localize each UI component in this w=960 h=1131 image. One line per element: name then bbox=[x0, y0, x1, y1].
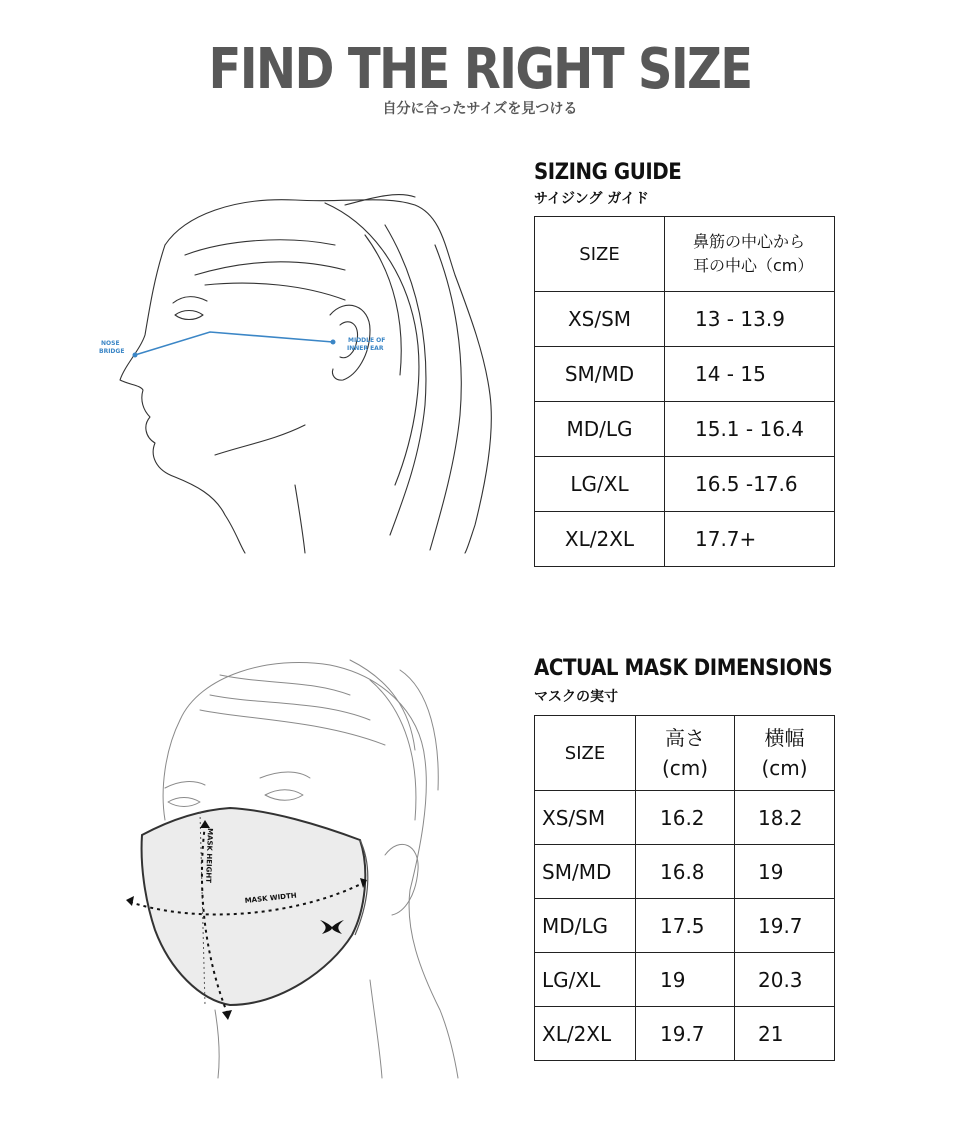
mask-shape bbox=[142, 808, 366, 1005]
ear-label: MIDDLE OF bbox=[348, 337, 386, 344]
page-subtitle: 自分に合ったサイズを見つける bbox=[382, 101, 578, 117]
mask-dimensions-table bbox=[534, 715, 835, 1061]
height-cell: 19.7 bbox=[636, 1007, 735, 1061]
table-row bbox=[535, 899, 835, 953]
size-cell: MD/LG bbox=[535, 402, 665, 457]
head-profile-illustration bbox=[95, 185, 515, 555]
width-cell: 21 bbox=[735, 1007, 835, 1061]
mask-dimensions-title: ACTUAL MASK DIMENSIONS bbox=[534, 656, 833, 681]
height-cell: 17.5 bbox=[636, 899, 735, 953]
cm-cell: 14 - 15 bbox=[665, 347, 835, 402]
table-row bbox=[535, 457, 835, 512]
size-cell: XS/SM bbox=[535, 791, 636, 845]
size-cell: XL/2XL bbox=[535, 1007, 636, 1061]
width-cell: 19.7 bbox=[735, 899, 835, 953]
sizing-guide-title: SIZING GUIDE bbox=[534, 160, 682, 185]
width-header-line2: (cm) bbox=[761, 756, 808, 780]
measure-header bbox=[665, 217, 835, 292]
sizing-guide-table bbox=[534, 216, 835, 567]
height-cell: 16.8 bbox=[636, 845, 735, 899]
size-cell: LG/XL bbox=[535, 457, 665, 512]
height-header bbox=[636, 716, 735, 791]
measure-header-line1: 鼻筋の中心から bbox=[693, 232, 806, 251]
sizing-guide-subtitle: サイジング ガイド bbox=[534, 191, 649, 207]
size-cell: MD/LG bbox=[535, 899, 636, 953]
width-cell: 18.2 bbox=[735, 791, 835, 845]
cm-cell: 13 - 13.9 bbox=[665, 292, 835, 347]
table-row bbox=[535, 845, 835, 899]
table-row bbox=[535, 1007, 835, 1061]
size-cell: LG/XL bbox=[535, 953, 636, 1007]
height-cell: 19 bbox=[636, 953, 735, 1007]
cm-cell: 15.1 - 16.4 bbox=[665, 402, 835, 457]
height-cell: 16.2 bbox=[636, 791, 735, 845]
table-row bbox=[535, 953, 835, 1007]
table-row bbox=[535, 791, 835, 845]
height-header-line2: (cm) bbox=[661, 756, 709, 780]
mask-face-illustration bbox=[120, 650, 480, 1080]
size-header: SIZE bbox=[535, 217, 665, 292]
width-header-line1: 横幅 bbox=[764, 726, 805, 750]
table-header-row bbox=[535, 716, 835, 791]
measurement-line bbox=[133, 332, 336, 358]
width-cell: 19 bbox=[735, 845, 835, 899]
table-row bbox=[535, 292, 835, 347]
size-cell: XL/2XL bbox=[535, 512, 665, 567]
size-cell: XS/SM bbox=[535, 292, 665, 347]
cm-cell: 16.5 -17.6 bbox=[665, 457, 835, 512]
mask-width-label: MASK WIDTH bbox=[244, 891, 297, 905]
size-cell: SM/MD bbox=[535, 347, 665, 402]
width-header bbox=[735, 716, 835, 791]
nose-label: NOSE bbox=[101, 340, 120, 347]
size-cell: SM/MD bbox=[535, 845, 636, 899]
table-row bbox=[535, 512, 835, 567]
width-cell: 20.3 bbox=[735, 953, 835, 1007]
page-title: FIND THE RIGHT SIZE bbox=[208, 37, 752, 102]
height-header-line1: 高さ bbox=[665, 726, 705, 750]
cm-cell: 17.7+ bbox=[665, 512, 835, 567]
size-header: SIZE bbox=[535, 716, 636, 791]
table-row bbox=[535, 402, 835, 457]
table-header-row bbox=[535, 217, 835, 292]
mask-height-label: MASK HEIGHT bbox=[204, 827, 214, 884]
nose-label-2: BRIDGE bbox=[99, 348, 125, 355]
ear-label-2: INNER EAR bbox=[347, 345, 384, 352]
measure-header-line2: 耳の中心（cm） bbox=[693, 256, 814, 275]
table-row bbox=[535, 347, 835, 402]
mask-dimensions-subtitle: マスクの実寸 bbox=[534, 689, 618, 705]
